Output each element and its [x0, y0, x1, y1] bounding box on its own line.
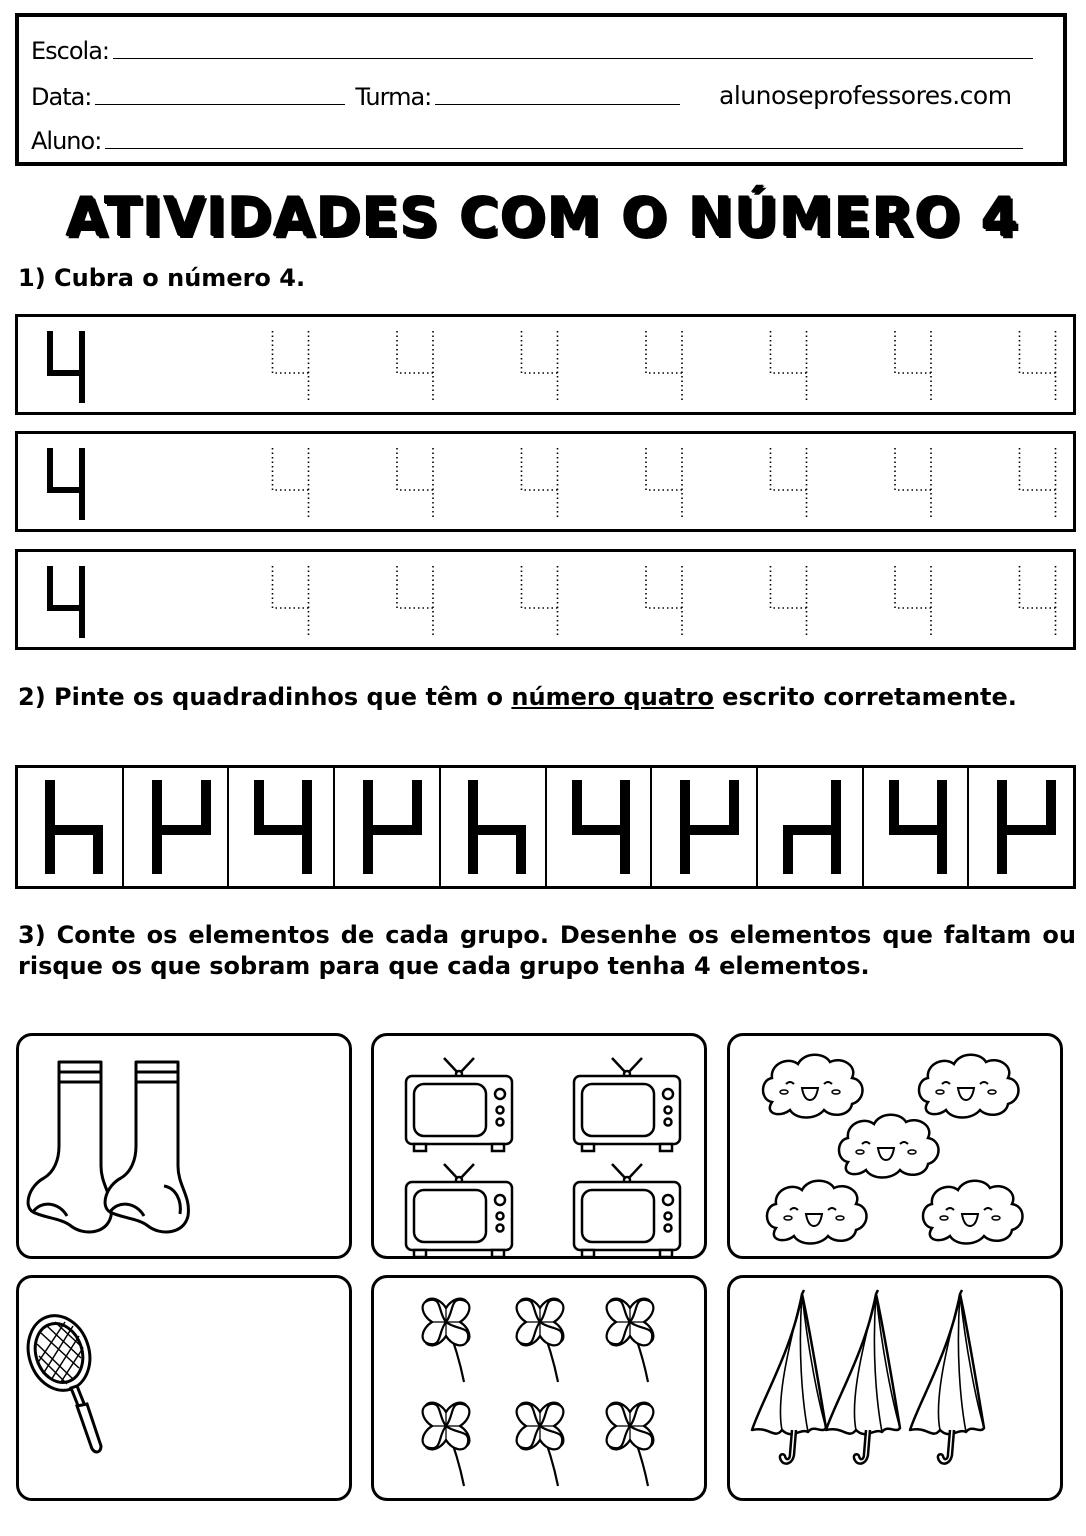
glyph-four-icon	[547, 768, 651, 886]
header-box	[15, 13, 1067, 166]
clouds-group	[730, 1036, 1060, 1256]
choice-box-10[interactable]	[969, 768, 1073, 886]
sock-icon	[105, 1062, 188, 1232]
dotted-four-icon[interactable]	[522, 566, 558, 638]
solid-four-icon	[50, 448, 82, 520]
student-line	[31, 127, 1023, 155]
cloud-icon	[919, 1055, 1019, 1118]
dotted-four-icon[interactable]	[1020, 331, 1056, 403]
trace-row-3[interactable]	[15, 549, 1076, 650]
school-line	[31, 37, 1051, 65]
section1-instruction: 1) Cubra o número 4.	[18, 264, 306, 292]
date-label: Data:	[31, 83, 92, 111]
dotted-four-icon[interactable]	[522, 448, 558, 520]
choice-box-5[interactable]	[441, 768, 547, 886]
choice-box-2[interactable]	[124, 768, 230, 886]
clovers-group	[374, 1278, 704, 1498]
section2-instruction	[18, 682, 1076, 712]
group-racket-card[interactable]	[16, 1275, 352, 1501]
cloud-icon	[763, 1055, 863, 1118]
dotted-four-icon[interactable]	[1020, 448, 1056, 520]
class-label: Turma:	[355, 83, 432, 111]
glyph-four-icon	[229, 768, 333, 886]
section2-text-b: escrito corretamente.	[713, 683, 1017, 711]
group-clouds-card[interactable]	[727, 1033, 1063, 1259]
dotted-four-icon[interactable]	[397, 566, 433, 638]
clover-icon	[517, 1299, 564, 1382]
date-field[interactable]	[95, 103, 345, 105]
group-umbrella-card[interactable]	[727, 1275, 1063, 1501]
section3-instruction: 3) Conte os elementos de cada grupo. Desenhe os elementos que faltam ou risque os que sobram para que cada grupo tenha 4 elementos.	[18, 921, 1076, 980]
school-label: Escola:	[31, 37, 110, 65]
choice-box-6[interactable]	[547, 768, 653, 886]
glyph-reversed-icon	[969, 768, 1073, 886]
trace-row-3-digits	[18, 552, 1073, 647]
dotted-four-icon[interactable]	[273, 448, 309, 520]
sock-icon	[28, 1062, 111, 1232]
dotted-four-icon[interactable]	[771, 331, 807, 403]
clover-icon	[423, 1403, 470, 1486]
dotted-four-icon[interactable]	[771, 448, 807, 520]
tv-icon	[574, 1164, 680, 1256]
dotted-four-icon[interactable]	[646, 566, 682, 638]
website-text: alunoseprofessores.com	[719, 81, 1012, 110]
umbrella-icon	[910, 1290, 984, 1464]
clover-icon	[607, 1299, 654, 1382]
trace-row-1-digits	[18, 317, 1073, 412]
dotted-four-icon[interactable]	[646, 331, 682, 403]
tv-icon	[406, 1164, 512, 1256]
cloud-icon	[839, 1115, 939, 1178]
glyph-reversed-icon	[652, 768, 756, 886]
racket-group	[19, 1278, 349, 1498]
class-field[interactable]	[435, 103, 680, 105]
student-field[interactable]	[105, 147, 1023, 149]
glyph-h-icon	[441, 768, 545, 886]
dotted-four-icon[interactable]	[1020, 566, 1056, 638]
socks-group	[19, 1036, 349, 1256]
dotted-four-icon[interactable]	[895, 331, 931, 403]
umbrellas-group	[730, 1278, 1060, 1498]
trace-row-2[interactable]	[15, 431, 1076, 532]
student-label: Aluno:	[31, 127, 102, 155]
dotted-four-icon[interactable]	[273, 566, 309, 638]
choice-box-4[interactable]	[335, 768, 441, 886]
choice-box-8[interactable]	[758, 768, 864, 886]
glyph-reversed-icon	[335, 768, 439, 886]
trace-row-1[interactable]	[15, 314, 1076, 415]
umbrella-icon	[826, 1290, 900, 1464]
choice-box-1[interactable]	[18, 768, 124, 886]
clover-icon	[607, 1403, 654, 1486]
group-clover-card[interactable]	[371, 1275, 707, 1501]
section2-text-a: 2) Pinte os quadradinhos que têm o	[18, 683, 512, 711]
cloud-icon	[767, 1181, 867, 1244]
page-title: ATIVIDADES COM O NÚMERO 4	[66, 186, 1020, 249]
choice-box-3[interactable]	[229, 768, 335, 886]
school-field[interactable]	[113, 57, 1033, 59]
glyph-h-icon	[18, 768, 122, 886]
glyph-mirrored-h-icon	[758, 768, 862, 886]
tv-icon	[406, 1058, 512, 1151]
tv-group	[374, 1036, 704, 1256]
clover-icon	[517, 1403, 564, 1486]
clover-icon	[423, 1299, 470, 1382]
number-choice-row	[15, 765, 1076, 889]
cloud-icon	[923, 1181, 1023, 1244]
racket-icon	[19, 1308, 101, 1452]
dotted-four-icon[interactable]	[895, 448, 931, 520]
dotted-four-icon[interactable]	[397, 448, 433, 520]
glyph-four-icon	[864, 768, 968, 886]
dotted-four-icon[interactable]	[522, 331, 558, 403]
dotted-four-icon[interactable]	[771, 566, 807, 638]
dotted-four-icon[interactable]	[646, 448, 682, 520]
umbrella-icon	[752, 1290, 826, 1464]
date-line	[31, 83, 680, 111]
group-tv-card[interactable]	[371, 1033, 707, 1259]
glyph-reversed-icon	[124, 768, 228, 886]
solid-four-icon	[50, 566, 82, 638]
trace-row-2-digits	[18, 434, 1073, 529]
dotted-four-icon[interactable]	[273, 331, 309, 403]
section2-underlined: número quatro	[511, 683, 714, 711]
choice-box-7[interactable]	[652, 768, 758, 886]
tv-icon	[574, 1058, 680, 1151]
dotted-four-icon[interactable]	[895, 566, 931, 638]
solid-four-icon	[50, 331, 82, 403]
dotted-four-icon[interactable]	[397, 331, 433, 403]
group-socks-card[interactable]	[16, 1033, 352, 1259]
choice-box-9[interactable]	[864, 768, 970, 886]
